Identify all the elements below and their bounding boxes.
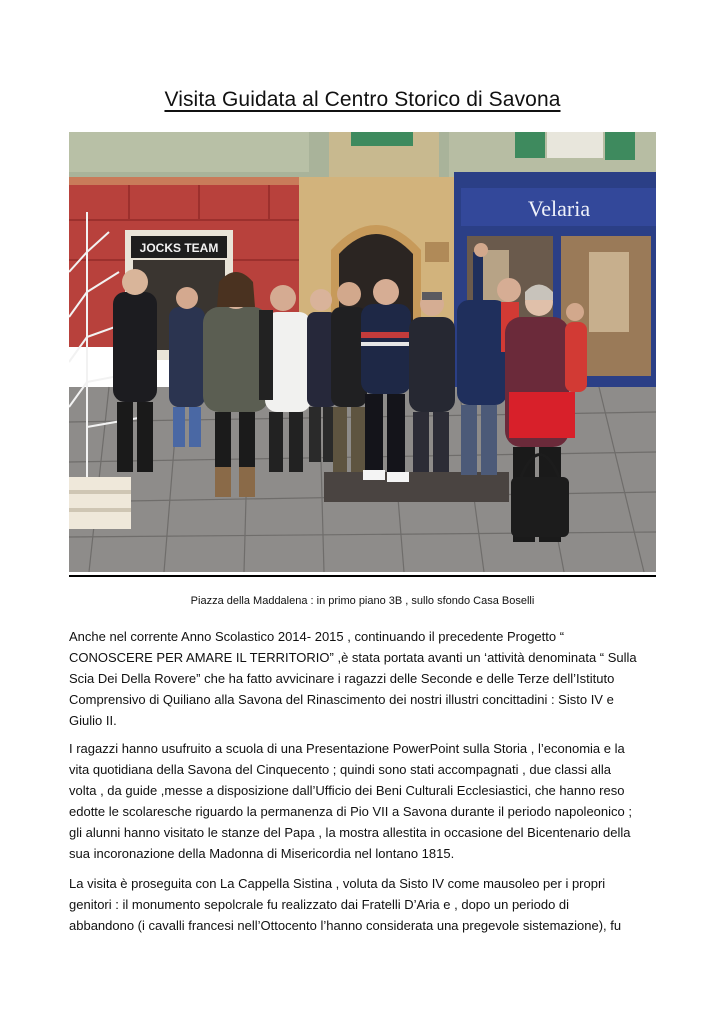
paragraph-line: volta , da guide ,messe a disposizione dall’Ufficio dei Beni Culturali Ecclesiastici, che hanno reso xyxy=(69,783,625,798)
paragraph-2 xyxy=(69,738,659,864)
photo-caption: Piazza della Maddalena : in primo piano 3B , sullo sfondo Casa Boselli xyxy=(190,595,535,607)
paragraph-line: genitori : il monumento sepolcrale fu realizzato dai Fratelli D’Aria e , dopo un periodo di xyxy=(69,897,570,912)
paragraph-line: Giulio II. xyxy=(69,713,117,728)
paragraph-line: Anche nel corrente Anno Scolastico 2014- 2015 , continuando il precedente Progetto “ xyxy=(69,629,565,644)
paragraph-3 xyxy=(69,873,659,936)
paragraph-line: vita quotidiana della Savona del Cinquecento ; quindi sono stati accompagnati , due classi alla xyxy=(69,762,612,777)
paragraph-line: sua incoronazione della Madonna di Misericordia nel lontano 1815. xyxy=(69,846,455,861)
group-photo xyxy=(69,132,656,572)
paragraph-line: Comprensivo di Quiliano alla Savona del Rinascimento dei nostri illustri concittadini : Sisto IV e xyxy=(69,692,614,707)
paragraph-line: gli alunni hanno visitato le stanze del Papa , la mostra allestita in occasione del Bicentenario della xyxy=(69,825,631,840)
document-title: Visita Guidata al Centro Storico di Savona xyxy=(164,88,561,111)
paragraph-line: abbandono (i cavalli francesi nell’Ottocento l’hanno considerata una pregevole sistemazione), fu xyxy=(69,918,622,933)
shop-sign-left: JOCKS TEAM xyxy=(139,241,219,255)
paragraph-1 xyxy=(69,626,659,731)
paragraph-line: Scia Dei Della Rovere” che ha fatto avvicinare i ragazzi delle Seconde e delle Terze dell’Istituto xyxy=(69,671,615,686)
shop-sign-right: Velaria xyxy=(527,196,591,221)
photo-divider xyxy=(69,575,656,577)
paragraph-line: edotte le scolaresche riguardo la permanenza di Pio VII a Savona durante il periodo napoleonico ; xyxy=(69,804,632,819)
paragraph-line: I ragazzi hanno usufruito a scuola di una Presentazione PowerPoint sulla Storia , l’economia e la xyxy=(69,741,625,756)
paragraph-line: La visita è proseguita con La Cappella Sistina , voluta da Sisto IV come mausoleo per i propri xyxy=(69,876,606,891)
paragraph-line: CONOSCERE PER AMARE IL TERRITORIO” ,è stata portata avanti un ‘attività denominata “ Sulla xyxy=(69,650,637,665)
